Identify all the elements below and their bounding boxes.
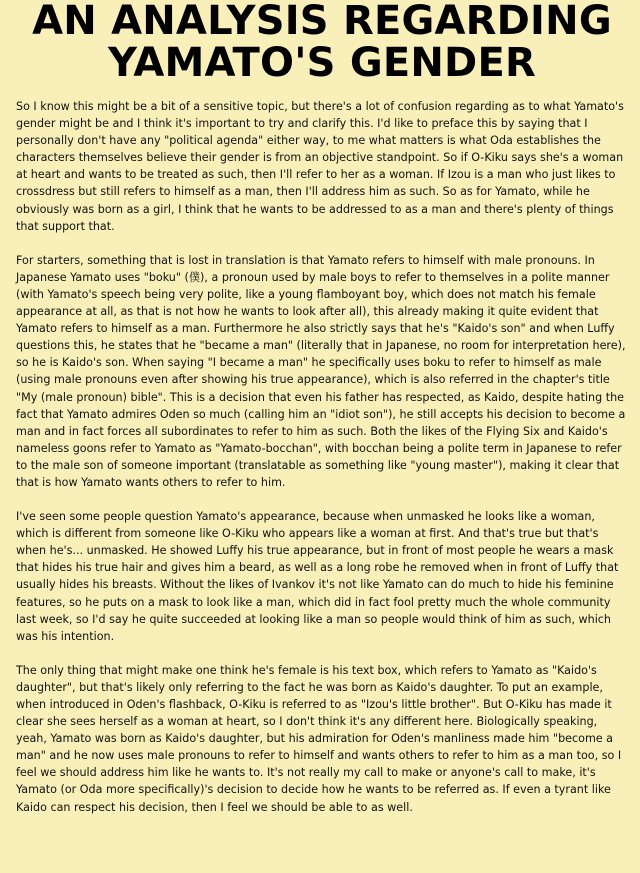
page-title xyxy=(16,0,628,84)
paragraph-intro: So I know this might be a bit of a sensitive topic, but there's a lot of confusion regarding as to what Yamato's gender might be and I think it's important to try and clarify this. I'd like to preface this by saying that I personally don't have any "political agenda" either way, to me what matters is what Oda establishes the characters themselves believe their gender is from an objective standpoint. So if O-Kiku says she's a woman at heart and wants to be treated as such, then I'll refer to her as a woman. If Izou is a man who just likes to crossdress but still refers to himself as a man, then I'll address him as such. So as for Yamato, while he obviously was born as a girl, I think that he wants to be addressed to as a man and there's plenty of things that support that. xyxy=(16,100,624,233)
paragraph-appearance: I've seen some people question Yamato's appearance, because when unmasked he looks like a woman, which is different from someone like O-Kiku who appears like a woman at first. And that's true but that's when he's... unmasked. He showed Luffy his true appearance, but in front of most people he wears a mask that hides his true hair and gives him a beard, as well as a long robe he removed when in front of Luffy that usually hides his breasts. Without the likes of Ivankov it's not like Yamato can do much to hide his feminine features, so he puts on a mask to look like a man, which did in fact fool pretty much the whole community last week, so I'd say he quite succeeded at looking like a man so people would think of him as such, which was his intention. xyxy=(16,510,619,643)
title-line-2: YAMATO'S GENDER xyxy=(108,40,536,86)
title-line-1: AN ANALYSIS REGARDING xyxy=(32,0,612,44)
paragraph-conclusion: The only thing that might make one think he's female is his text box, which refers to Yamato as "Kaido's daughter", but that's likely only referring to the fact he was born as Kaido's daughter. To put an example, when introduced in Oden's flashback, O-Kiku is referred to as "Izou's little brother". But O-Kiku has made it clear she sees herself as a woman at heart, so I don't think it's any different here. Biologically speaking, yeah, Yamato was born as Kaido's daughter, but his admiration for Oden's manliness made him "become a man" and he now uses male pronouns to refer to himself and wants others to refer to him as a man too, so I feel we should address him like he wants to. It's not really my call to make or anyone's call to make, it's Yamato (or Oda more specifically)'s decision to decide how he wants to be referred as. If even a tyrant like Kaido can respect his decision, then I feel we should be able to as well. xyxy=(16,663,622,814)
article-body xyxy=(16,98,628,816)
paragraph-pronouns: For starters, something that is lost in translation is that Yamato refers to himself with male pronouns. In Japanese Yamato uses "boku" (僕), a pronoun used by male boys to refer to themselves in a polite manner (with Yamato's speech being very polite, like a young flamboyant boy, which does not match his female appearance at all, as that is not how he wants to look after all), this already making it quite evident that Yamato refers to himself as a man. Furthermore he also strictly says that he's "Kaido's son" and when Luffy questions this, he states that he "became a man" (literally that in Japanese, no room for interpretation here), so he is Kaido's son. When saying "I became a man" he specifically uses boku to refer to himself as male (using male pronouns even after showing his true appearance), which is also referred in the chapter's title "My (male pronoun) bible". This is a decision that even his father has respected, as Kaido, despite hating the fact that Yamato admires Oden so much (calling him an "idiot son"), he still accepts his decision to become a man and in fact forces all subordinates to refer to him as such. Both the likes of the Flying Six and Kaido's nameless goons refer to Yamato as "Yamato-bocchan", with bocchan being a polite term in Japanese to refer to the male son of someone important (translatable as something like "young master"), making it clear that that is how Yamato wants others to refer to him. xyxy=(16,253,626,489)
